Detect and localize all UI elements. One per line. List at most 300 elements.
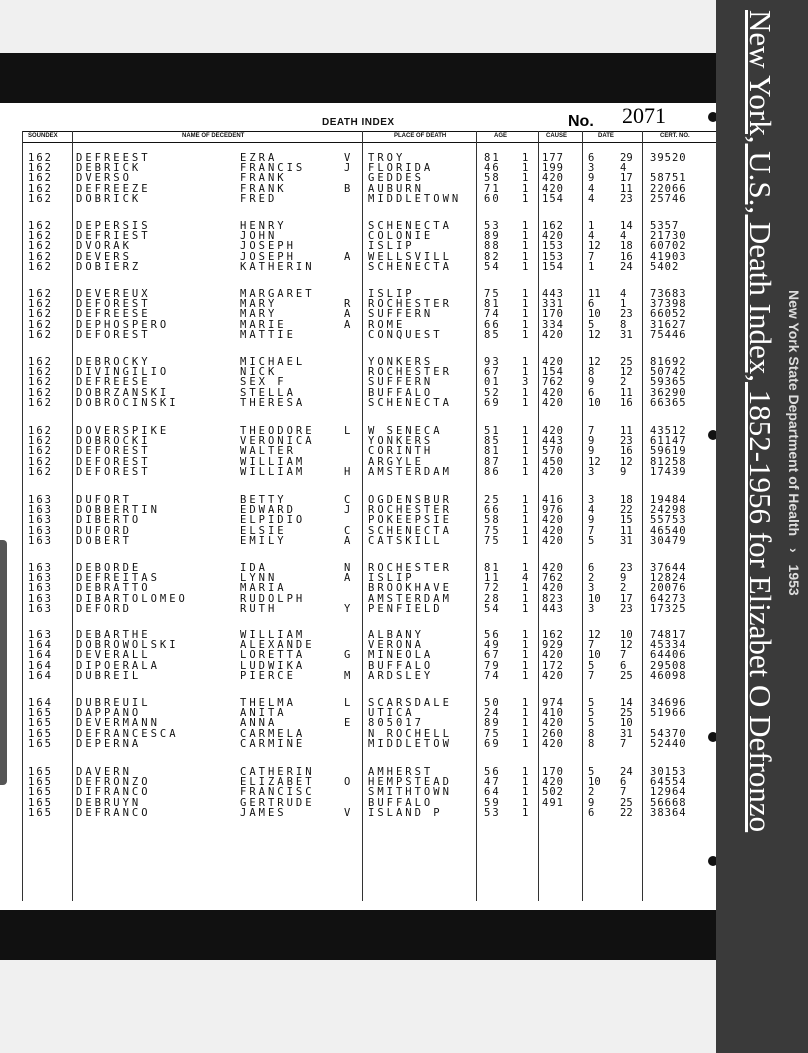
cell-giv: MATTIE: [240, 328, 296, 341]
cell-sx: 165: [28, 786, 53, 799]
cell-cert: 12824: [650, 572, 687, 585]
cell-age: 74: [484, 308, 501, 321]
cell-one: 1: [522, 534, 532, 547]
cell-pl: ROCHESTER: [368, 366, 452, 379]
cell-dy: 25: [620, 356, 633, 368]
cell-dy: 25: [620, 669, 633, 682]
cell-cause: 420: [542, 737, 564, 750]
cell-mo: 6: [588, 806, 595, 819]
cell-giv: RUTH: [240, 602, 278, 615]
cell-cert: 50742: [650, 366, 687, 379]
cell-sx: 162: [28, 445, 53, 458]
cell-giv: MARGARET: [240, 288, 315, 300]
cell-sx: 165: [28, 737, 53, 750]
breadcrumb: [786, 290, 802, 604]
cell-one: 1: [522, 298, 532, 311]
breadcrumb-publisher[interactable]: New York State Department of Health: [786, 290, 802, 537]
cell-age: 47: [484, 776, 501, 789]
cell-cert: 37644: [650, 562, 687, 574]
cell-dy: 8: [620, 318, 627, 331]
record-title-link[interactable]: New York, U.S., Death Index, 1852-1956 for Elizabet O Defronzo: [743, 10, 778, 833]
cell-dy: 4: [620, 162, 627, 175]
cell-one: 1: [522, 592, 532, 605]
cell-age: 85: [484, 328, 501, 341]
cell-age: 69: [484, 737, 501, 750]
cell-pl: CONQUEST: [368, 328, 443, 341]
index-row: [0, 536, 716, 546]
index-group: [0, 630, 716, 681]
cell-pl: WELLSVILL: [368, 250, 452, 263]
cell-pl: UTICA: [368, 707, 415, 720]
cell-age: 46: [484, 162, 501, 175]
cell-sur: DEFRIEST: [76, 230, 151, 243]
cell-cert: 31627: [650, 318, 687, 331]
cell-giv: JOSEPH: [240, 240, 296, 253]
column-header-row: [22, 131, 716, 143]
cell-one: 3: [522, 376, 532, 389]
cell-sx: 162: [28, 435, 53, 448]
cell-mo: 9: [588, 445, 595, 458]
cell-giv: WILLIAM: [240, 455, 306, 468]
cell-cause: 762: [542, 572, 564, 585]
breadcrumb-year[interactable]: 1953: [786, 564, 802, 596]
cell-cert: 54370: [650, 727, 687, 740]
cell-sx: 162: [28, 260, 53, 273]
cell-mid: A: [344, 308, 351, 321]
cell-dy: 14: [620, 697, 633, 709]
cell-one: 1: [522, 766, 532, 778]
cell-sur: DEBRATTO: [76, 582, 151, 595]
cell-cert: 38364: [650, 806, 687, 819]
cell-giv: LORETTA: [240, 649, 306, 662]
cell-cert: 81258: [650, 455, 687, 468]
cell-mo: 7: [588, 669, 595, 682]
cell-one: 1: [522, 162, 532, 175]
cell-giv: MICHAEL: [240, 356, 306, 368]
cell-age: 11: [484, 572, 501, 585]
cell-pl: VERONA: [368, 639, 424, 652]
cell-cert: 20076: [650, 582, 687, 595]
cell-sur: DEFREEST: [76, 152, 151, 164]
cell-sur: DEFREESE: [76, 308, 151, 321]
cell-sur: DIBARTOLOMEO: [76, 592, 188, 605]
cell-cause: 974: [542, 697, 564, 709]
cell-pl: BUFFALO: [368, 796, 434, 809]
cell-pl: TROY: [368, 152, 406, 164]
cell-cause: 823: [542, 592, 564, 605]
cell-age: 64: [484, 786, 501, 799]
cell-one: 4: [522, 572, 532, 585]
cell-cause: 416: [542, 494, 564, 506]
cell-sx: 163: [28, 534, 53, 547]
cell-cause: 420: [542, 230, 564, 243]
cell-sx: 162: [28, 308, 53, 321]
cell-dy: 23: [620, 562, 633, 574]
cell-cause: 154: [542, 366, 564, 379]
cell-dy: 1: [620, 298, 627, 311]
cell-sur: DEFRANCESCA: [76, 727, 179, 740]
cell-age: 69: [484, 396, 501, 409]
cell-mo: 12: [588, 356, 601, 368]
cell-sx: 162: [28, 220, 53, 232]
cell-cause: 420: [542, 524, 564, 537]
cell-one: 1: [522, 465, 532, 478]
cell-cause: 420: [542, 534, 564, 547]
cell-mo: 5: [588, 534, 595, 547]
cell-age: 52: [484, 386, 501, 399]
cell-giv: THERESA: [240, 396, 306, 409]
cell-age: 28: [484, 592, 501, 605]
cell-one: 1: [522, 796, 532, 809]
cell-giv: FRED: [240, 192, 278, 205]
cell-sur: DOBERT: [76, 534, 132, 547]
cell-pl: W SENECA: [368, 425, 443, 437]
cell-mo: 9: [588, 435, 595, 448]
cell-pl: MIDDLETOW: [368, 737, 452, 750]
cell-giv: FRANK: [240, 182, 287, 195]
cell-cert: 75446: [650, 328, 687, 341]
cell-sur: DAPPANO: [76, 707, 142, 720]
cell-pl: SCHENECTA: [368, 260, 452, 273]
cell-mo: 3: [588, 494, 595, 506]
cell-sur: DUBREIL: [76, 669, 142, 682]
cell-one: 1: [522, 240, 532, 253]
cell-giv: WALTER: [240, 445, 296, 458]
cell-sx: 162: [28, 386, 53, 399]
cell-pl: AMHERST: [368, 766, 434, 778]
cell-mid: R: [344, 298, 351, 311]
cell-giv: LUDWIKA: [240, 659, 306, 672]
cell-sx: 162: [28, 250, 53, 263]
cell-mo: 2: [588, 572, 595, 585]
cell-mo: 8: [588, 737, 595, 750]
cell-giv: STELLA: [240, 386, 296, 399]
cell-age: 67: [484, 366, 501, 379]
cell-sur: DEBRUYN: [76, 796, 142, 809]
cell-pl: ALBANY: [368, 629, 424, 641]
cell-pl: MINEOLA: [368, 649, 434, 662]
cell-cert: 73683: [650, 288, 687, 300]
cell-giv: PIERCE: [240, 669, 296, 682]
cell-mo: 7: [588, 524, 595, 537]
cell-age: 60: [484, 192, 501, 205]
cell-sx: 162: [28, 425, 53, 437]
cell-sur: DEFOREST: [76, 465, 151, 478]
cell-sur: DEVERS: [76, 250, 132, 263]
cell-dy: 25: [620, 796, 633, 809]
cell-sur: DEVERMANN: [76, 717, 160, 730]
cell-cause: 420: [542, 562, 564, 574]
cell-sx: 163: [28, 572, 53, 585]
col-cause: CAUSE: [546, 133, 568, 139]
cell-age: 49: [484, 639, 501, 652]
col-name: NAME OF DECEDENT: [182, 133, 245, 139]
cell-cert: 29508: [650, 659, 687, 672]
cell-cause: 420: [542, 396, 564, 409]
cell-dy: 9: [620, 572, 627, 585]
cell-mo: 9: [588, 376, 595, 389]
cell-sx: 162: [28, 298, 53, 311]
cell-age: 75: [484, 727, 501, 740]
cell-sx: 162: [28, 288, 53, 300]
cell-mo: 11: [588, 288, 601, 300]
cell-sur: DOBROCKI: [76, 435, 151, 448]
cell-cert: 46540: [650, 524, 687, 537]
cell-sur: DEFOREST: [76, 445, 151, 458]
cell-sur: DEBROCKY: [76, 356, 151, 368]
cell-mo: 9: [588, 796, 595, 809]
cell-one: 1: [522, 582, 532, 595]
cell-cause: 420: [542, 386, 564, 399]
cell-cause: 410: [542, 707, 564, 720]
cell-giv: SEX F: [240, 376, 287, 389]
cell-cert: 5357: [650, 220, 680, 232]
index-row: [0, 808, 716, 818]
cell-age: 81: [484, 298, 501, 311]
index-group: [0, 495, 716, 546]
cell-pl: HEMPSTEAD: [368, 776, 452, 789]
cell-dy: 11: [620, 182, 633, 195]
cell-cause: 420: [542, 669, 564, 682]
cell-sur: DEPERSIS: [76, 220, 151, 232]
cell-mo: 10: [588, 592, 601, 605]
cell-giv: VERONICA: [240, 435, 315, 448]
cell-one: 1: [522, 192, 532, 205]
cell-dy: 22: [620, 504, 633, 517]
cell-dy: 18: [620, 240, 633, 253]
cell-age: 54: [484, 602, 501, 615]
cell-sur: DEFORD: [76, 602, 132, 615]
cell-mid: V: [344, 152, 351, 164]
cell-one: 1: [522, 152, 532, 164]
cell-sx: 165: [28, 776, 53, 789]
cell-dy: 10: [620, 717, 633, 730]
cell-one: 1: [522, 288, 532, 300]
cell-mo: 8: [588, 366, 595, 379]
cell-one: 1: [522, 494, 532, 506]
cell-sx: 162: [28, 162, 53, 175]
cell-mo: 3: [588, 465, 595, 478]
cell-dy: 9: [620, 465, 627, 478]
cell-one: 1: [522, 659, 532, 672]
cell-giv: MARIA: [240, 582, 287, 595]
cell-mo: 6: [588, 386, 595, 399]
cell-one: 1: [522, 425, 532, 437]
cell-one: 1: [522, 524, 532, 537]
col-age: AGE: [494, 133, 508, 139]
cell-pl: AMSTERDAM: [368, 592, 452, 605]
cell-cert: 55753: [650, 514, 687, 527]
page-number-label: No.: [568, 113, 594, 130]
cell-giv: ANNA: [240, 717, 278, 730]
cell-cause: 450: [542, 455, 564, 468]
cell-sx: 165: [28, 707, 53, 720]
cell-cert: 60702: [650, 240, 687, 253]
cell-dy: 23: [620, 435, 633, 448]
cell-sx: 164: [28, 697, 53, 709]
cell-cert: 81692: [650, 356, 687, 368]
scan-top-border: [0, 53, 716, 103]
index-row: [0, 671, 716, 681]
cell-age: 25: [484, 494, 501, 506]
cell-mid: G: [344, 649, 351, 662]
cell-cause: 420: [542, 328, 564, 341]
cell-age: 66: [484, 504, 501, 517]
cell-mo: 6: [588, 152, 595, 164]
cell-dy: 2: [620, 582, 627, 595]
cell-pl: MIDDLETOWN: [368, 192, 462, 205]
cell-one: 1: [522, 328, 532, 341]
cell-sx: 162: [28, 152, 53, 164]
cell-one: 1: [522, 639, 532, 652]
cell-cert: 51966: [650, 707, 687, 720]
cell-age: 87: [484, 455, 501, 468]
cell-giv: JAMES: [240, 806, 287, 819]
cell-mo: 1: [588, 220, 595, 232]
cell-dy: 7: [620, 737, 627, 750]
cell-cause: 976: [542, 504, 564, 517]
cell-pl: N ROCHELL: [368, 727, 452, 740]
cell-pl: AUBURN: [368, 182, 424, 195]
cell-sur: DOBRICK: [76, 192, 142, 205]
cell-age: 56: [484, 629, 501, 641]
cell-giv: THELMA: [240, 697, 296, 709]
cell-sur: DEFRANCO: [76, 806, 151, 819]
cell-age: 88: [484, 240, 501, 253]
cell-one: 1: [522, 230, 532, 243]
cell-one: 1: [522, 250, 532, 263]
cell-pl: BROOKHAVE: [368, 582, 452, 595]
cell-one: 1: [522, 318, 532, 331]
cell-cert: 12964: [650, 786, 687, 799]
cell-age: 53: [484, 220, 501, 232]
cell-age: 72: [484, 582, 501, 595]
cell-mid: N: [344, 562, 351, 574]
cell-sx: 162: [28, 465, 53, 478]
cell-cert: 52440: [650, 737, 687, 750]
cell-mo: 4: [588, 504, 595, 517]
cell-pl: FLORIDA: [368, 162, 434, 175]
cell-cause: 420: [542, 182, 564, 195]
cell-pl: BUFFALO: [368, 386, 434, 399]
cell-age: 53: [484, 806, 501, 819]
cell-dy: 23: [620, 192, 633, 205]
cell-age: 56: [484, 766, 501, 778]
col-date: DATE: [598, 133, 614, 139]
cell-cause: 420: [542, 356, 564, 368]
cell-one: 1: [522, 504, 532, 517]
cell-giv: NICK: [240, 366, 278, 379]
cell-dy: 14: [620, 220, 633, 232]
cell-dy: 7: [620, 649, 627, 662]
index-group: [0, 221, 716, 272]
cell-cert: 37398: [650, 298, 687, 311]
cell-mo: 5: [588, 697, 595, 709]
cell-pl: ISLIP: [368, 572, 415, 585]
cell-dy: 31: [620, 328, 633, 341]
record-sidebar: [716, 0, 808, 1053]
cell-giv: KATHERIN: [240, 260, 315, 273]
col-cert: CERT. NO.: [660, 133, 690, 139]
cell-mo: 6: [588, 562, 595, 574]
cell-mo: 5: [588, 659, 595, 672]
cell-cause: 420: [542, 776, 564, 789]
cell-dy: 18: [620, 494, 633, 506]
cell-dy: 4: [620, 230, 627, 243]
cell-cert: 74817: [650, 629, 687, 641]
cell-cert: 30153: [650, 766, 687, 778]
cell-mo: 7: [588, 250, 595, 263]
cell-pl: ISLIP: [368, 288, 415, 300]
cell-pl: ROCHESTER: [368, 504, 452, 517]
cell-cert: 46098: [650, 669, 687, 682]
cell-sur: DEVEREUX: [76, 288, 151, 300]
cell-mo: 6: [588, 298, 595, 311]
cell-pl: SCHENECTA: [368, 220, 452, 232]
cell-dy: 23: [620, 602, 633, 615]
cell-cert: 45334: [650, 639, 687, 652]
cell-pl: YONKERS: [368, 356, 434, 368]
cell-cause: 170: [542, 766, 564, 778]
cell-cause: 420: [542, 172, 564, 185]
cell-cert: 24298: [650, 504, 687, 517]
cell-cert: 64406: [650, 649, 687, 662]
cell-sx: 163: [28, 504, 53, 517]
cell-mid: C: [344, 524, 351, 537]
cell-sur: DOBROWOLSKI: [76, 639, 179, 652]
cell-mid: L: [344, 425, 351, 437]
cell-one: 1: [522, 649, 532, 662]
cell-one: 1: [522, 806, 532, 819]
cell-pl: YONKERS: [368, 435, 434, 448]
cell-giv: BETTY: [240, 494, 287, 506]
cell-giv: CATHERIN: [240, 766, 315, 778]
cell-pl: ROME: [368, 318, 406, 331]
cell-age: 74: [484, 669, 501, 682]
cell-dy: 29: [620, 152, 633, 164]
cell-age: 86: [484, 465, 501, 478]
cell-one: 1: [522, 396, 532, 409]
cell-cert: 64273: [650, 592, 687, 605]
cell-cert: 19484: [650, 494, 687, 506]
cell-cause: 502: [542, 786, 564, 799]
cell-giv: EMILY: [240, 534, 287, 547]
cell-sx: 163: [28, 562, 53, 574]
cell-age: 89: [484, 230, 501, 243]
cell-mo: 12: [588, 240, 601, 253]
cell-sur: DVERSO: [76, 172, 132, 185]
cell-mo: 9: [588, 514, 595, 527]
cell-giv: LYNN: [240, 572, 278, 585]
cell-sx: 162: [28, 366, 53, 379]
cell-sur: DIVINGILIO: [76, 366, 170, 379]
cell-cert: 17439: [650, 465, 687, 478]
cell-age: 71: [484, 182, 501, 195]
cell-pl: SCHENECTA: [368, 396, 452, 409]
cell-sur: DEPHOSPERO: [76, 318, 170, 331]
cell-mo: 3: [588, 162, 595, 175]
cell-dy: 12: [620, 639, 633, 652]
cell-giv: JOHN: [240, 230, 278, 243]
cell-cause: 177: [542, 152, 564, 164]
cell-pl: AMSTERDAM: [368, 465, 452, 478]
index-group: [0, 767, 716, 818]
cell-age: 50: [484, 697, 501, 709]
collapsed-side-panel[interactable]: [0, 540, 7, 785]
cell-age: 81: [484, 562, 501, 574]
cell-mid: A: [344, 250, 351, 263]
cell-dy: 2: [620, 376, 627, 389]
